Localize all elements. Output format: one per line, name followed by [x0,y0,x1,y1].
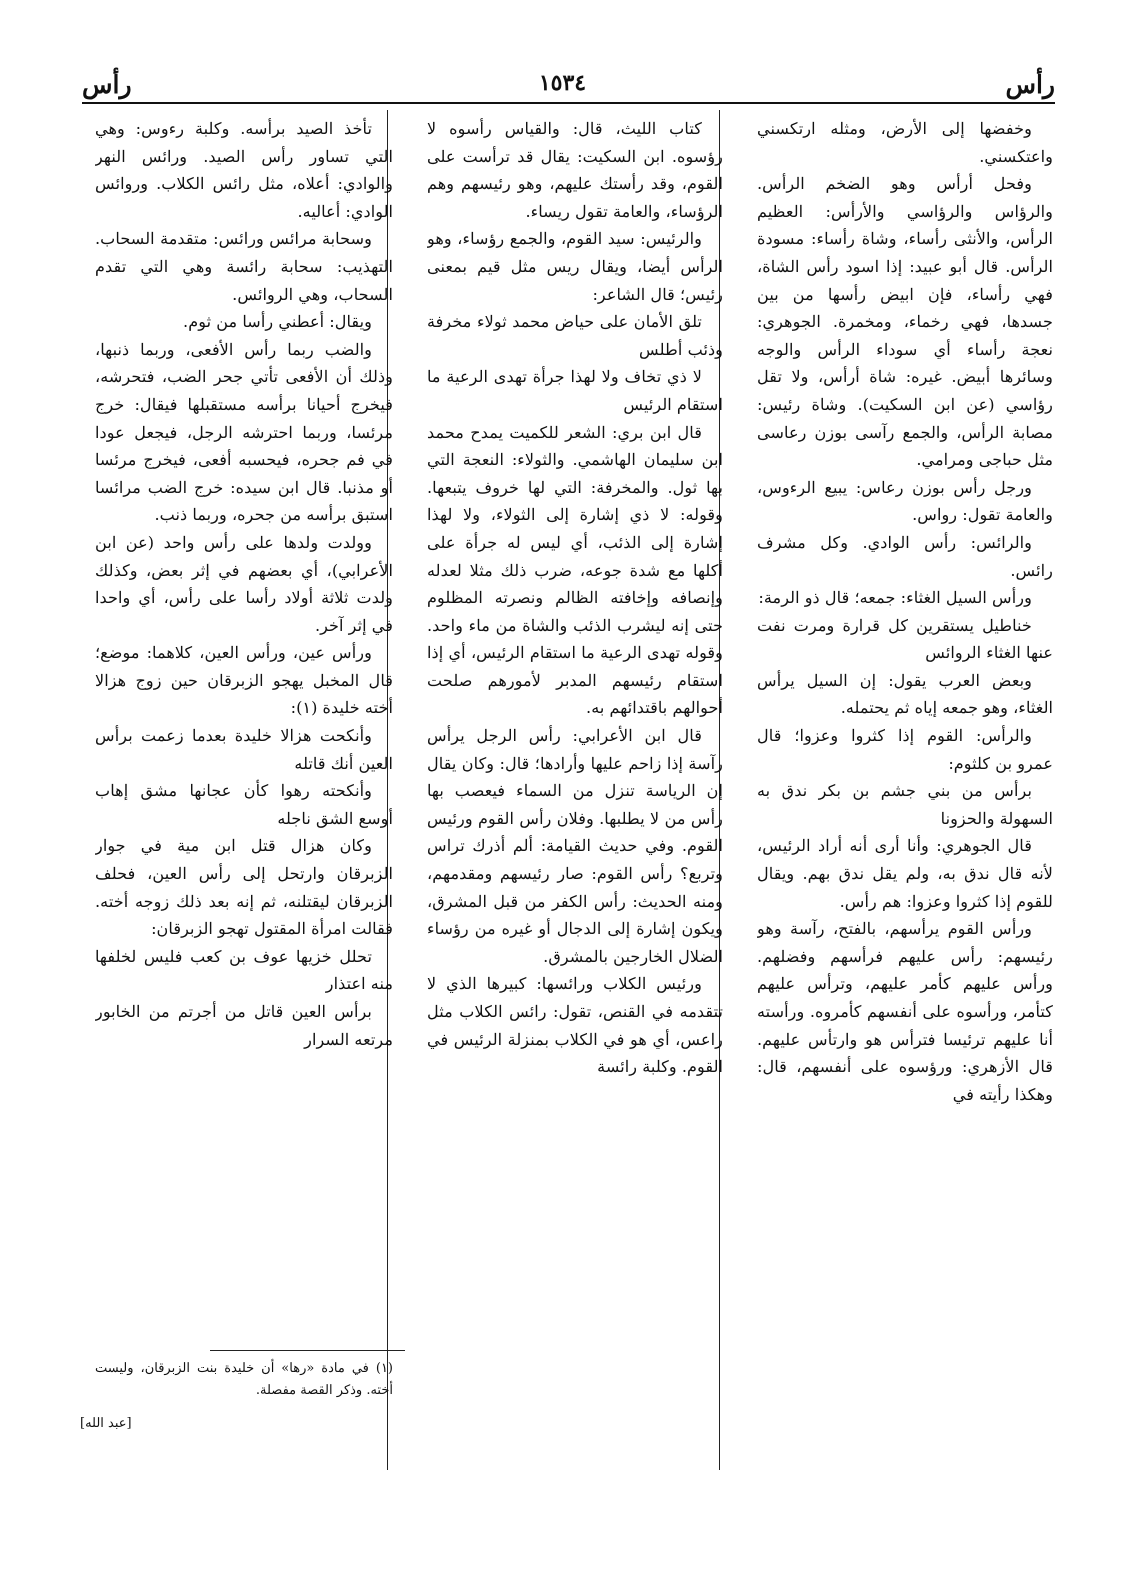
running-head-right: رأس [1005,70,1055,99]
page-number: ١٥٣٤ [538,70,587,96]
paragraph: وأنكحته رهوا كأن عجانها مشق إهاب أوسع الشق ناجله [95,781,393,828]
running-head-left: رأس [82,70,132,99]
paragraph: قال ابن الأعرابي: رأس الرجل يرأس رآسة إذا زاحم عليها وأرادها؛ قال: وكان يقال إن الرياسة تنزل من السماء فيعصب بها رأس من لا يطلبها. وفلان رأس القوم ورئيس القوم. وفي حديث القيامة: ألم أذرك تراس وتربع؟ رأس القوم: صار رئيسهم ومقدمهم، ومنه الحديث: رأس الكفر من قبل المشرق، ويكون إشارة إلى الدجال أو غيره من رؤساء الضلال الخارجين بالمشرق. [427,726,723,966]
paragraph: ورأس السيل الغثاء: جمعه؛ قال ذو الرمة: [758,588,1032,608]
paragraph: وخفضها إلى الأرض، ومثله ارتكسني واعتكسني. [757,119,1053,166]
paragraph: تأخذ الصيد برأسه. وكلبة رءوس: وهي التي تساور رأس الصيد. ورائس النهر والوادي: أعلاه، مثل رائس الكلاب. وروائس الوادي: أعاليه. [95,119,393,221]
footnote: (١) في مادة «رها» أن خليدة بنت الزبرقان، وليست أخته. وذكر القصة مفصلة. [95,1361,393,1398]
paragraph: برأس من بني جشم بن بكر ندق به السهولة والحزونا [757,781,1053,828]
paragraph: وأنكحت هزالا خليدة بعدما زعمت برأس العين أنك قاتله [95,726,393,773]
paragraph: تحلل خزيها عوف بن كعب فليس لخلفها منه اعتذار [95,946,393,994]
column-right [757,115,1053,1470]
column-middle [427,115,723,1470]
paragraph: وبعض العرب يقول: إن السيل يرأس الغثاء، وهو جمعه إياه ثم يحتمله. [757,670,1053,718]
paragraph: ويقال: أعطني رأسا من ثوم. [183,312,372,332]
paragraph: وكان هزال قتل ابن مية في جوار الزبرقان وارتحل إلى رأس العين، فحلف الزبرقان ليقتلنه، ثم إنه بعد ذلك زوجه أخته. فقالت امرأة المقتول تهجو الزبرقان: [95,836,393,939]
paragraph: قال الجوهري: وأنا أرى أنه أراد الرئيس، لأنه قال ندق به، ولم يقل ندق بهم. ويقال للقوم إذا كثروا وعزوا: هم رأس. [757,836,1053,911]
paragraph: والرائس: رأس الوادي. وكل مشرف رائس. [757,532,1053,580]
paragraph: وسحابة مرائس ورائس: متقدمة السحاب. التهذيب: سحابة رائسة وهي التي تقدم السحاب، وهي الروائس. [95,229,393,304]
paragraph: والضب ربما رأس الأفعى، وربما ذنبها، وذلك أن الأفعى تأتي جحر الضب، فتحرشه، فيخرج أحيانا برأسه مستقبلها فيقال: خرج مرئسا، وربما احترشه الرجل، فيجعل عودا في فم جحره، فيحسبه أفعى، فيخرج مرئسا أو مذنبا. قال ابن سيده: خرج الضب مرائسا استبق برأسه من جحره، وربما ذنب. [95,339,393,525]
column-left [95,115,393,1470]
paragraph: ورجل رأس بوزن رعاس: يبيع الرءوس، والعامة تقول: رواس. [757,477,1053,525]
paragraph: ورأس عين، ورأس العين، كلاهما: موضع؛ قال المخبل يهجو الزبرقان حين زوج هزالا أخته خليدة (١): [95,643,393,718]
paragraph: ورأس القوم يرأسهم، بالفتح، رآسة وهو رئيسهم: رأس عليهم فرأسهم وفضلهم. ورأس عليهم كأمر عليهم، وترأس عليهم كتأمر، ورأسوه على أنفسهم كأمروه. ورأسته أنا عليهم ترئيسا فترأس هو وارتأس عليهم. قال الأزهري: ورؤسوه على أنفسهم، قال: وهكذا رأيته في [757,919,1053,1104]
paragraph: لا ذي تخاف ولا لهذا جرأة تهدى الرعية ما استقام الرئيس [427,367,723,414]
paragraph: برأس العين قاتل من أجرتم من الخابور مرتعه السرار [95,1002,393,1049]
header-rule [82,102,1055,104]
paragraph: وفحل أرأس وهو الضخم الرأس. والرؤاس والرؤاسي والأرأس: العظيم الرأس، والأنثى رأساء، وشاة رأساء: مسودة الرأس. قال أبو عبيد: إذا اسود رأس الشاة، فهي رأساء، فإن ابيض رأسها من بين جسدها، فهي رخماء، ومخمرة. الجوهري: نعجة رأساء أي سوداء الرأس والوجه وسائرها أبيض. غيره: شاة أرأس، ولا تقل رؤاسي (عن ابن السكيت). وشاة رئيس: مصابة الرأس، والجمع رآسى بوزن رعاسى مثل حباجى ومرامي. [757,174,1053,470]
paragraph: تلق الأمان على حياض محمد ثولاء مخرفة وذئب أطلس [427,312,723,359]
paragraph: ورئيس الكلاب ورائسها: كبيرها الذي لا تتقدمه في القنص، تقول: رائس الكلاب مثل راعس، أي هو في الكلاب بمنزلة الرئيس في القوم. وكلبة رائسة [427,974,723,1077]
paragraph: وولدت ولدها على رأس واحد (عن ابن الأعرابي)، أي بعضهم في إثر بعض، وكذلك ولدت ثلاثة أولاد رأسا على رأس، أي واحدا في إثر آخر. [95,532,393,635]
paragraph: والرئيس: سيد القوم، والجمع رؤساء، وهو الرأس أيضا، ويقال ريس مثل قيم بمعنى رئيس؛ قال الشاعر: [427,229,723,304]
signature: [عبد الله] [80,1416,132,1431]
footnote-rule [210,1350,405,1351]
paragraph: خناطيل يستقرين كل قرارة ومرت نفت عنها الغثاء الروائس [757,615,1053,663]
paragraph: قال ابن بري: الشعر للكميت يمدح محمد ابن سليمان الهاشمي. والثولاء: النعجة التي بها ثول. والمخرفة: التي لها خروف يتبعها. وقوله: لا ذي إشارة إلى الثولاء، ولا لهذا إشارة إلى الذئب، أي ليس له جرأة على أكلها مع شدة جوعه، ضرب ذلك مثلا لعدله وإنصافه وإخافته الظالم ونصرته المظلوم حتى إنه ليشرب الذئب والشاة من ماء واحد. وقوله تهدى الرعية ما استقام الرئيس، أي إذا استقام رئيسهم المدبر لأمورهم صلحت أحوالهم باقتدائهم به. [427,422,723,718]
paragraph: والرأس: القوم إذا كثروا وعزوا؛ قال عمرو بن كلثوم: [757,726,1053,773]
paragraph: كتاب الليث، قال: والقياس رأسوه لا رؤسوه. ابن السكيت: يقال قد ترأست على القوم، وقد رأستك عليهم، وهو رئيسهم وهم الرؤساء، والعامة تقول ريساء. [427,119,723,221]
